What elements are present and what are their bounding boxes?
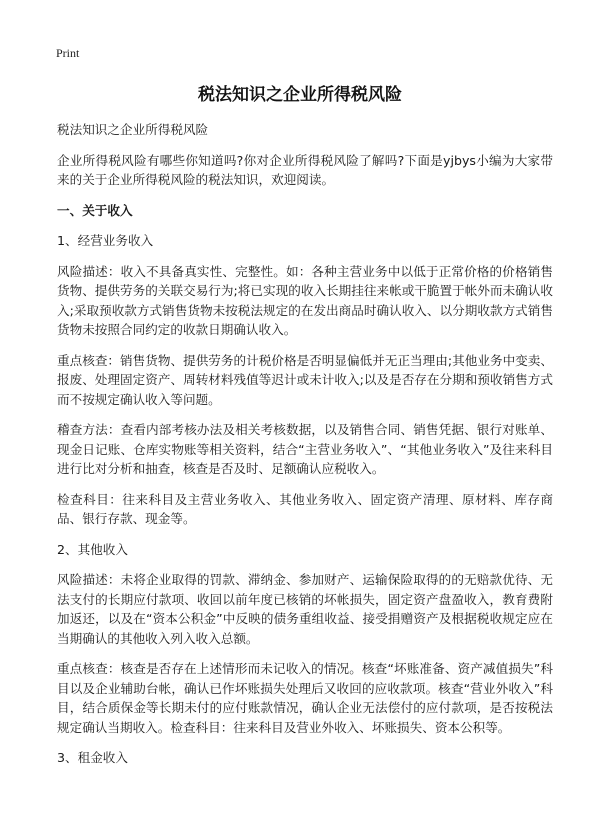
page-title: 税法知识之企业所得税风险	[198, 85, 402, 105]
subsection-heading: 3、租金收入	[57, 750, 128, 765]
intro-paragraph: 企业所得税风险有哪些你知道吗?你对企业所得税风险了解吗?下面是yjbys小编为大家带来的关于企业所得税风险的税法知识，欢迎阅读。	[57, 152, 553, 187]
body-paragraph: 重点核查：销售货物、提供劳务的计税价格是否明显偏低并无正当理由;其他业务中变卖、报废、处理固定资产、周转材料残值等迟计或未计收入;以及是否存在分期和预收销售方式而不按规定确认收入等问题。	[57, 352, 553, 407]
article-subtitle: 税法知识之企业所得税风险	[57, 122, 209, 137]
section-heading: 一、关于收入	[57, 202, 133, 218]
subsection-heading: 1、经营业务收入	[57, 233, 154, 248]
print-link[interactable]: Print	[56, 46, 80, 60]
article-body	[57, 120, 553, 779]
body-paragraph: 风险描述：未将企业取得的罚款、滞纳金、参加财产、运输保险取得的的无赔款优待、无法支付的长期应付款项、收回以前年度已核销的坏帐损失，固定资产盘盈收入，教育费附加返还，以及在“资本公积金”中反映的债务重组收益、接受捐赠资产及根据税收规定应在当期确认的其他收入列入收入总额。	[57, 572, 553, 646]
body-paragraph: 稽查方法：查看内部考核办法及相关考核数据，以及销售合同、销售凭据、银行对账单、现金日记账、仓库实物账等相关资料，结合“主营业务收入”、“其他业务收入”及往来科目进行比对分析和抽查，核查是否及时、足额确认应税收入。	[57, 422, 553, 476]
body-paragraph: 重点核查：核查是否存在上述情形而未记收入的情况。核查“坏账准备、资产减值损失”科目以及企业辅助台帐，确认已作坏账损失处理后又收回的应收款项。核查“营业外收入”科目，结合质保金等长期未付的应付账款情况，确认企业无法偿付的应付款项，是否按税法规定确认当期收入。检查科目：往来科目及营业外收入、坏账损失、资本公积等。	[57, 661, 553, 735]
body-paragraph: 风险描述：收入不具备真实性、完整性。如：各种主营业务中以低于正常价格的价格销售货物、提供劳务的关联交易行为;将已实现的收入长期挂往来帐或干脆置于帐外而未确认收入;采取预收款方式销售货物未按税法规定的在发出商品时确认收入、以分期收款方式销售货物未按照合同约定的收款日期确认收入。	[57, 263, 553, 337]
body-paragraph: 检查科目：往来科目及主营业务收入、其他业务收入、固定资产清理、原材料、库存商品、银行存款、现金等。	[57, 491, 553, 526]
subsection-heading: 2、其他收入	[57, 541, 128, 557]
